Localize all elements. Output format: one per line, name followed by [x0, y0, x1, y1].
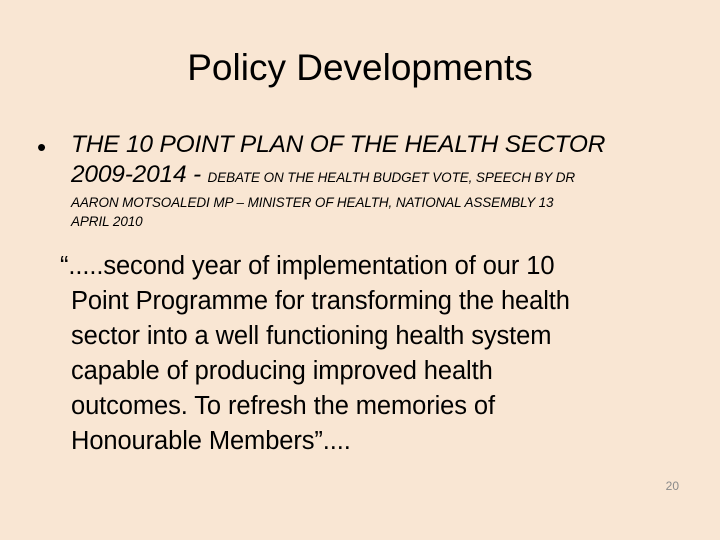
quote-line-5: outcomes. To refresh the memories of: [71, 392, 495, 420]
quote-line-4: capable of producing improved health: [71, 357, 493, 385]
bullet-item: [37, 130, 697, 231]
slide-title: Policy Developments: [187, 47, 533, 88]
quote-line-6: Honourable Members”....: [71, 427, 351, 455]
bullet-line-4: APRIL 2010: [71, 214, 143, 229]
page-number: 20: [665, 479, 679, 493]
bullet-line-2-large: 2009-2014 -: [71, 161, 208, 188]
quote-line-2: Point Programme for transforming the health: [71, 287, 570, 315]
speech-quote: [60, 249, 680, 459]
bullet-symbol: •: [37, 132, 47, 162]
quote-line-1: “.....second year of implementation of our 10: [60, 252, 555, 280]
bullet-line-3: AARON MOTSOALEDI MP – MINISTER OF HEALTH, NATIONAL ASSEMBLY 13: [71, 195, 554, 210]
bullet-text: [71, 130, 697, 231]
quote-line-3: sector into a well functioning health system: [71, 322, 552, 350]
bullet-line-2-small: DEBATE ON THE HEALTH BUDGET VOTE, SPEECH BY DR: [207, 170, 576, 185]
bullet-line-1: THE 10 POINT PLAN OF THE HEALTH SECTOR: [71, 131, 606, 158]
